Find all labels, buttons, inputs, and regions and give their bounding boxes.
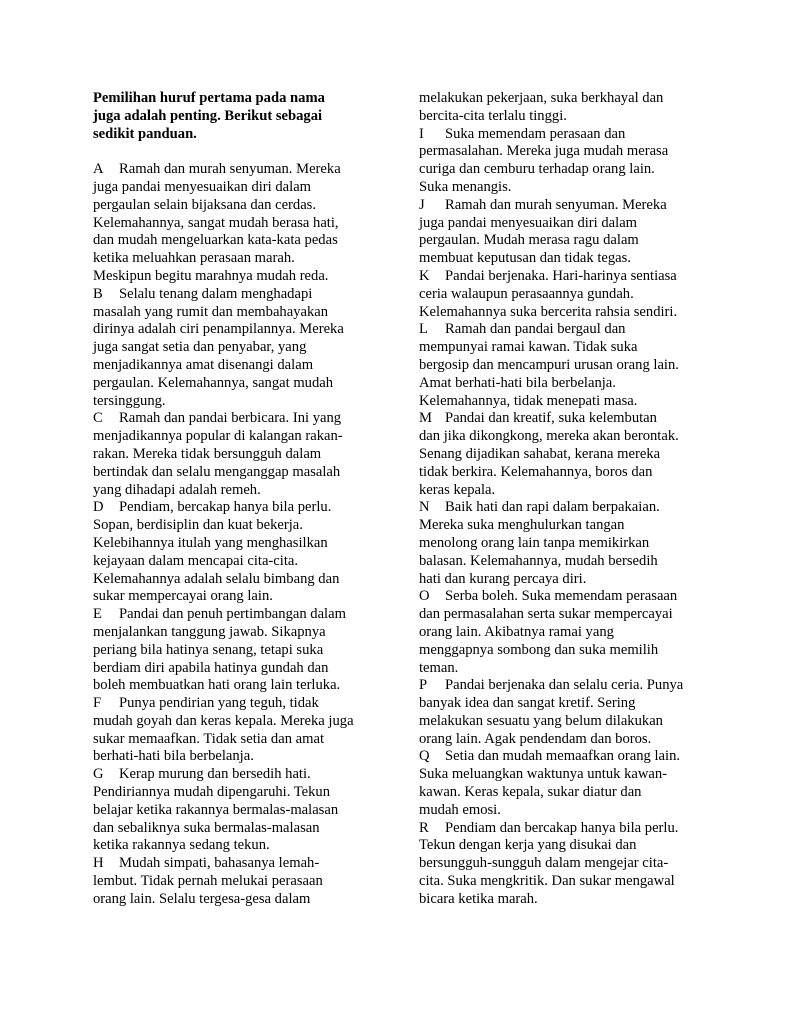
entry-text: Ramah dan pandai berbicara. Ini yang — [119, 410, 342, 427]
entry-line: membuat keputusan dan tidak tegas. — [419, 250, 631, 267]
entry-line: yang dihadapi adalah remeh. — [93, 481, 261, 498]
entry-line: menolong orang lain tanpa memikirkan — [419, 534, 650, 551]
entry-line: Tekun dengan kerja yang disukai dan — [419, 837, 637, 854]
entry-line — [419, 820, 719, 838]
entry-letter: O — [419, 588, 430, 605]
entry-line: Kelemahannya adalah selalu bimbang dan — [93, 570, 340, 587]
entry-line: bersungguh-sungguh dalam mengejar cita- — [419, 855, 669, 872]
entry-line: mudah emosi. — [419, 801, 501, 818]
entry-line: sukar mempercayai orang lain. — [93, 588, 273, 605]
entry-e — [93, 606, 383, 695]
entry-text: Kerap murung dan bersedih hati. — [119, 766, 311, 783]
right-entries — [419, 126, 719, 909]
left-entries — [93, 161, 383, 908]
entry-line: ceria walaupun perasaannya gundah. — [419, 285, 634, 302]
entry-letter: P — [419, 677, 428, 694]
entry-line — [419, 268, 719, 286]
heading-line: juga adalah penting. Berikut sebagai — [93, 107, 323, 124]
entry-line: orang lain. Akibatnya ramai yang — [419, 623, 614, 640]
entry-line: permasalahan. Mereka juga mudah merasa — [419, 143, 669, 160]
entry-line: menjalankan tanggung jawab. Sikapnya — [93, 623, 326, 640]
entry-line: kejayaan dalam mencapai cita-cita. — [93, 552, 299, 569]
entry-line: dan sebaliknya suka bermalas-malasan — [93, 819, 320, 836]
entry-line: juga pandai menyesuaikan diri dalam — [93, 178, 312, 195]
entry-line: menjadikannya amat disenangi dalam — [93, 356, 314, 373]
entry-line: Senang dijadikan sahabat, kerana mereka — [419, 445, 661, 462]
right-continuation — [419, 90, 719, 126]
entry-line: Suka meluangkan waktunya untuk kawan- — [419, 766, 668, 783]
entry-line: Pendiriannya mudah dipengaruhi. Tekun — [93, 784, 331, 801]
entry-line — [419, 677, 719, 695]
entry-line: pergaulan selain bijaksana dan cerdas. — [93, 196, 317, 213]
entry-line: tidak berkira. Kelemahannya, boros dan — [419, 463, 653, 480]
entry-line: melakukan sesuatu yang belum dilakukan — [419, 712, 663, 729]
entry-letter: N — [419, 499, 430, 516]
entry-letter: C — [93, 410, 103, 427]
entry-line: ketika rakannya sedang tekun. — [93, 837, 270, 854]
entry-line: kawan. Keras kepala, sukar diatur dan — [419, 784, 642, 801]
entry-line: Kelemahannya suka bercerita rahsia sendiri. — [419, 303, 678, 320]
entry-text: Baik hati dan rapi dalam berpakaian. — [445, 499, 660, 516]
entry-line: Suka menangis. — [419, 178, 512, 195]
entry-g — [93, 766, 383, 855]
entry-line — [93, 286, 383, 304]
entry-line: hati dan kurang percaya diri. — [419, 570, 587, 587]
entry-q — [419, 748, 719, 819]
entry-text: Pendiam dan bercakap hanya bila perlu. — [445, 819, 679, 836]
entry-o — [419, 588, 719, 677]
entry-text: Pendiam, bercakap hanya bila perlu. — [119, 499, 332, 516]
entry-line: keras kepala. — [419, 481, 496, 498]
entry-line — [419, 588, 719, 606]
entry-line: berhati-hati bila berbelanja. — [93, 748, 254, 765]
entry-line: boleh membuatkan hati orang lain terluka. — [93, 677, 341, 694]
entry-line: periang bila hatinya senang, tetapi suka — [93, 641, 324, 658]
entry-line: Sopan, berdisiplin dan kuat bekerja. — [93, 517, 303, 534]
entry-line — [93, 499, 383, 517]
entry-line: orang lain. Selalu tergesa-gesa dalam — [93, 890, 311, 907]
entry-c — [93, 410, 383, 499]
entry-line: menggapnya sombong dan suka memilih — [419, 641, 659, 658]
entry-text: Ramah dan pandai bergaul dan — [445, 321, 626, 338]
entry-letter: D — [93, 499, 104, 516]
entry-a — [93, 161, 383, 286]
entry-text: Punya pendirian yang teguh, tidak — [119, 695, 319, 712]
heading-line: sedikit panduan. — [93, 125, 197, 142]
entry-letter: M — [419, 410, 432, 427]
entry-text: Pandai berjenaka dan selalu ceria. Punya — [445, 677, 684, 694]
entry-text: Ramah dan murah senyuman. Mereka — [119, 161, 341, 178]
entry-line — [419, 410, 719, 428]
entry-line: balasan. Kelemahannya, mudah bersedih — [419, 552, 658, 569]
entry-line: Kelemahannya, sangat mudah berasa hati, — [93, 214, 339, 231]
entry-line: orang lain. Agak pendendam dan boros. — [419, 730, 652, 747]
entry-line — [93, 695, 383, 713]
entry-line — [419, 499, 719, 517]
entry-line: banyak idea dan sangat kretif. Sering — [419, 695, 636, 712]
entry-line: berdiam diri apabila hatinya gundah dan — [93, 659, 329, 676]
entry-letter: Q — [419, 748, 430, 765]
heading-line: Pemilihan huruf pertama pada nama — [93, 90, 325, 106]
entry-p — [419, 677, 719, 748]
entry-line: lembut. Tidak pernah melukai perasaan — [93, 873, 323, 890]
continuation-line: melakukan pekerjaan, suka berkhayal dan — [419, 90, 664, 106]
entry-line: juga sangat setia dan penyabar, yang — [93, 339, 307, 356]
entry-i — [419, 126, 719, 197]
entry-line: bicara ketika marah. — [419, 890, 538, 907]
continuation-line: bercita-cita terlalu tinggi. — [419, 107, 567, 124]
entry-l — [419, 321, 719, 410]
document-heading — [93, 90, 383, 143]
entry-line: dirinya adalah ciri penampilannya. Mereka — [93, 321, 344, 338]
entry-b — [93, 286, 383, 411]
entry-letter: E — [93, 606, 102, 623]
entry-text: Selalu tenang dalam menghadapi — [119, 285, 313, 302]
entry-line: cita. Suka mengkritik. Dan sukar mengawal — [419, 873, 675, 890]
entry-line: curiga dan cemburu terhadap orang lain. — [419, 161, 655, 178]
entry-n — [419, 499, 719, 588]
entry-line: mempunyai ramai kawan. Tidak suka — [419, 339, 638, 356]
entry-line: belajar ketika rakannya bermalas-malasan — [93, 801, 339, 818]
entry-text: Pandai dan kreatif, suka kelembutan — [445, 410, 657, 427]
entry-r — [419, 820, 719, 909]
entry-line: pergaulan. Kelemahannya, sangat mudah — [93, 374, 334, 391]
entry-text: Mudah simpati, bahasanya lemah- — [119, 855, 320, 872]
entry-line — [419, 126, 719, 144]
entry-line: Kelemahannya, tidak menepati masa. — [419, 392, 638, 409]
entry-line — [93, 161, 383, 179]
entry-line: Amat berhati-hati bila berbelanja. — [419, 374, 616, 391]
entry-letter: J — [419, 196, 425, 213]
entry-letter: G — [93, 766, 104, 783]
entry-line: teman. — [419, 659, 459, 676]
left-column — [93, 90, 383, 909]
entry-h — [93, 855, 383, 908]
entry-line: menjadikannya popular di kalangan rakan- — [93, 428, 343, 445]
entry-letter: F — [93, 695, 102, 712]
entry-j — [419, 197, 719, 268]
entry-line: masalah yang rumit dan membahayakan — [93, 303, 329, 320]
entry-k — [419, 268, 719, 321]
entry-text: Ramah dan murah senyuman. Mereka — [445, 196, 667, 213]
entry-text: Serba boleh. Suka memendam perasaan — [445, 588, 678, 605]
entry-line: dan jika dikongkong, mereka akan berontak. — [419, 428, 679, 445]
entry-letter: L — [419, 321, 428, 338]
entry-line — [419, 748, 719, 766]
right-column — [419, 90, 719, 909]
entry-text: Pandai berjenaka. Hari-harinya sentiasa — [445, 267, 677, 284]
entry-text: Setia dan mudah memaafkan orang lain. — [445, 748, 681, 765]
entry-line — [419, 321, 719, 339]
entry-line: Meskipun begitu marahnya mudah reda. — [93, 267, 329, 284]
entry-line: pergaulan. Mudah merasa ragu dalam — [419, 232, 639, 249]
entry-m — [419, 410, 719, 499]
entry-line: juga pandai menyesuaikan diri dalam — [419, 214, 638, 231]
entry-line — [93, 766, 383, 784]
entry-d — [93, 499, 383, 606]
entry-line: ketika meluahkan perasaan marah. — [93, 250, 295, 267]
entry-line — [93, 855, 383, 873]
entry-line: dan mudah mengeluarkan kata-kata pedas — [93, 232, 338, 249]
entry-text: Suka memendam perasaan dan — [445, 125, 626, 142]
entry-line: bergosip dan mencampuri urusan orang lain. — [419, 356, 679, 373]
entry-line: Kelebihannya itulah yang menghasilkan — [93, 534, 328, 551]
entry-text: Pandai dan penuh pertimbangan dalam — [119, 606, 346, 623]
entry-line — [419, 197, 719, 215]
entry-letter: H — [93, 855, 104, 872]
entry-line: sukar memaafkan. Tidak setia dan amat — [93, 730, 325, 747]
heading-spacer — [93, 143, 383, 161]
entry-line: mudah goyah dan keras kepala. Mereka juga — [93, 712, 354, 729]
entry-line: Mereka suka menghulurkan tangan — [419, 517, 625, 534]
entry-line: bertindak dan selalu menganggap masalah — [93, 463, 341, 480]
entry-line — [93, 606, 383, 624]
entry-line: dan permasalahan serta sukar mempercayai — [419, 606, 673, 623]
entry-letter: I — [419, 125, 424, 142]
entry-line: tersinggung. — [93, 392, 166, 409]
entry-line: rakan. Mereka tidak bersungguh dalam — [93, 445, 322, 462]
entry-letter: R — [419, 819, 429, 836]
entry-letter: B — [93, 285, 103, 302]
entry-line — [93, 410, 383, 428]
entry-letter: K — [419, 267, 430, 284]
entry-f — [93, 695, 383, 766]
entry-letter: A — [93, 161, 104, 178]
